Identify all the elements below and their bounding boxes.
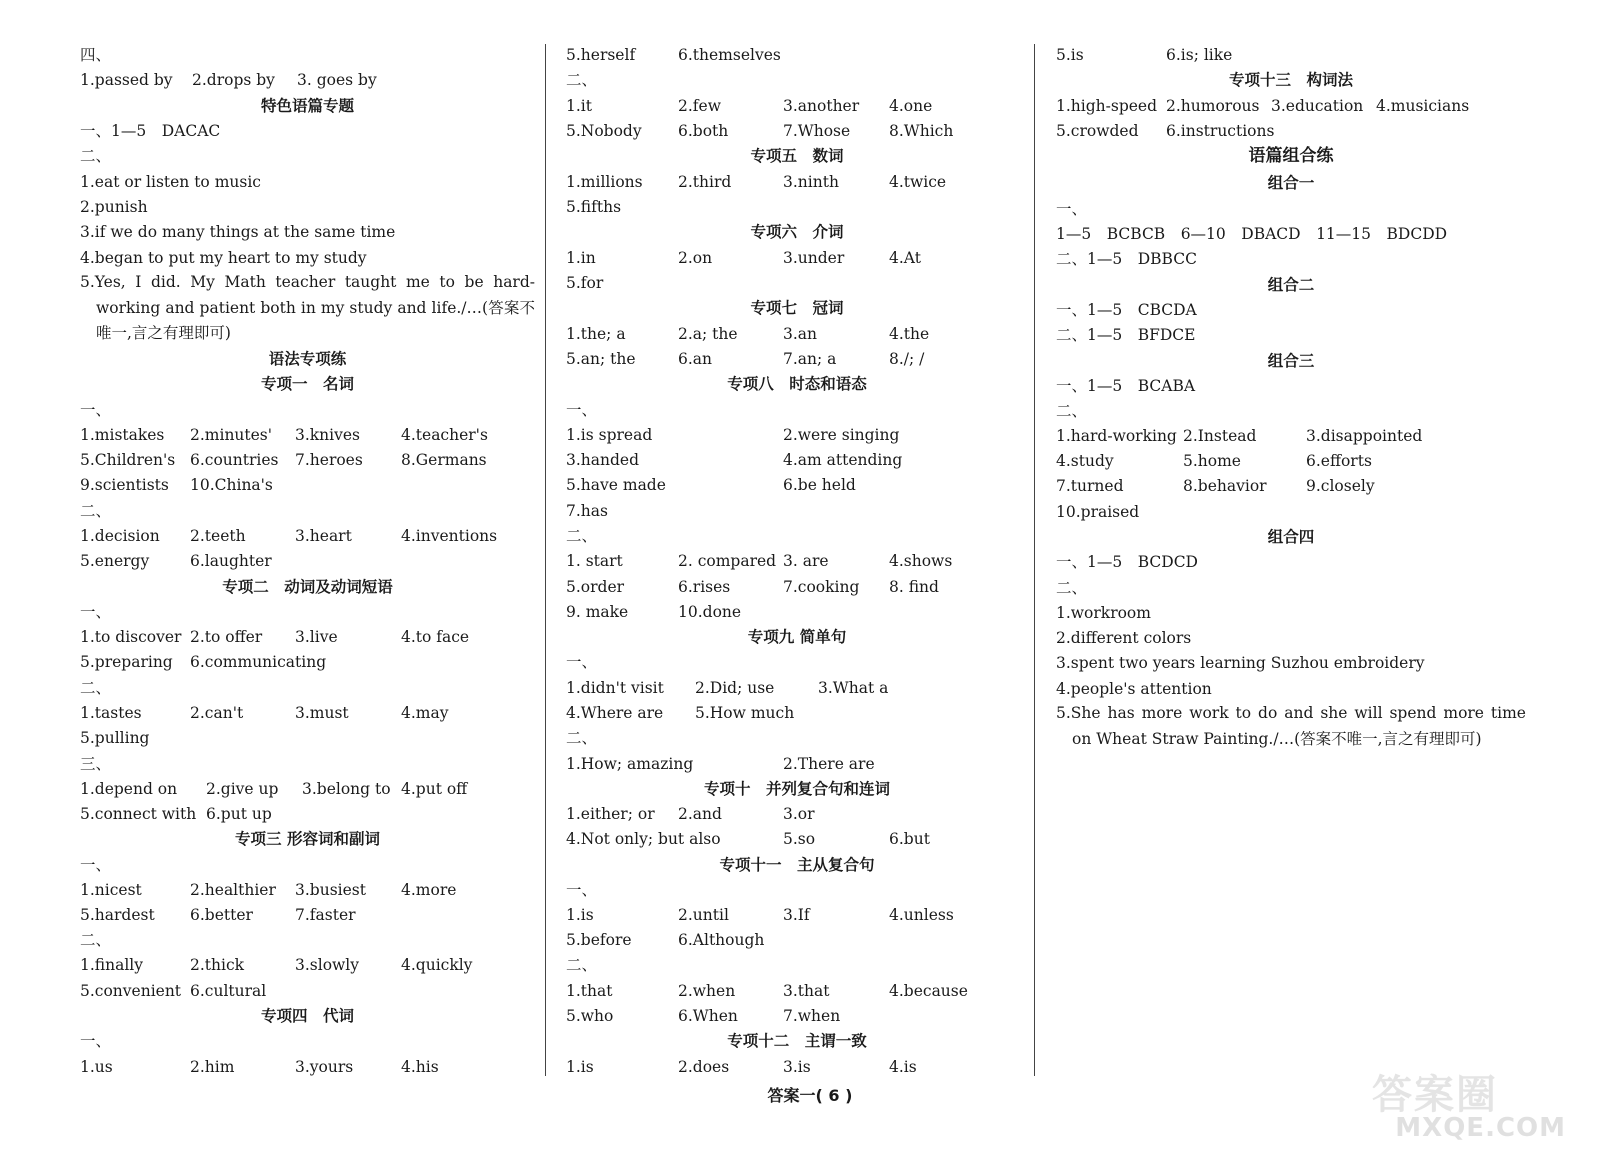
- topic-title: 专项十三 构词法: [1228, 71, 1353, 89]
- topic-title: 专项十一 主从复合句: [719, 856, 875, 874]
- topic-title: 专项二 动词及动词短语: [222, 578, 393, 596]
- answer-row: 1.us 2.him 3.yours 4.his: [80, 1058, 439, 1076]
- section-heading: 一、: [80, 401, 112, 419]
- answer-line: 3.spent two years learning Suzhou embroidery: [1056, 654, 1425, 672]
- answer-row: 1.is 2.does 3.is 4.is: [566, 1058, 917, 1076]
- answer-row: 5.hardest 6.better 7.faster: [80, 906, 356, 924]
- answer-row: 1.it 2.few 3.another 4.one: [566, 97, 933, 115]
- answer-line: 一、1—5 BCDCD: [1056, 553, 1198, 571]
- answer-line: 2.punish: [80, 198, 148, 216]
- answer-row: 5.connect with 6.put up: [80, 805, 272, 823]
- section-heading: 二、: [80, 147, 112, 165]
- page-footer: 答案一( 6 ): [767, 1086, 853, 1105]
- section-heading: 一、: [80, 603, 112, 621]
- answer-row: 1.tastes 2.can't 3.must 4.may: [80, 704, 449, 722]
- section-heading: 一、: [80, 1032, 112, 1050]
- answer-line: 4.people's attention: [1056, 680, 1212, 698]
- column-divider: [1034, 44, 1035, 1076]
- section-heading: 二、: [566, 956, 598, 974]
- section-heading: 四、: [80, 46, 112, 64]
- answer-row: 1.high-speed 2.humorous 3.education 4.musicians: [1056, 97, 1470, 115]
- topic-title: 专项十 并列复合句和连词: [703, 780, 890, 798]
- answer-row: 1.either; or 2.and 3.or: [566, 805, 815, 823]
- section-title: 语篇组合练: [1248, 146, 1334, 166]
- answer-line: 一、1—5 DACAC: [80, 122, 221, 140]
- section-heading: 二、: [80, 931, 112, 949]
- answer-row: 5.order 6.rises 7.cooking 8. find: [566, 578, 939, 596]
- group-title: 组合三: [1267, 352, 1315, 370]
- answer-row: 1.mistakes 2.minutes' 3.knives 4.teacher's: [80, 426, 488, 444]
- answer-row: 5.preparing 6.communicating: [80, 653, 327, 671]
- watermark-logo: 答案圈 MXQE.COM: [1372, 1072, 1566, 1143]
- topic-title: 专项四 代词: [260, 1007, 354, 1025]
- answer-row: 5.have made 6.be held: [566, 476, 856, 494]
- answer-row: 1.the; a 2.a; the 3.an 4.the: [566, 325, 930, 343]
- group-title: 组合四: [1267, 528, 1315, 546]
- section-heading: 一、: [1056, 200, 1088, 218]
- answer-line: 4.began to put my heart to my study: [80, 249, 367, 267]
- answer-row: 4.Where are 5.How much: [566, 704, 795, 722]
- group-title: 组合二: [1267, 276, 1315, 294]
- section-title: 语法专项练: [268, 350, 347, 368]
- column-divider: [545, 44, 546, 1076]
- section-heading: 二、: [566, 71, 598, 89]
- answer-row: 10.praised: [1056, 503, 1140, 521]
- answer-line: 一、1—5 CBCDA: [1056, 301, 1197, 319]
- answer-row: 5.Children's 6.countries 7.heroes 8.Germans: [80, 451, 487, 469]
- section-heading: 二、: [566, 729, 598, 747]
- answer-row: 1.decision 2.teeth 3.heart 4.inventions: [80, 527, 498, 545]
- section-heading: 二、: [566, 527, 598, 545]
- section-heading: 二、: [1056, 402, 1088, 420]
- topic-title: 专项七 冠词: [750, 299, 844, 317]
- answer-row: 5.before 6.Although: [566, 931, 765, 949]
- answer-row: 5.who 6.When 7.when: [566, 1007, 841, 1025]
- topic-title: 专项五 数词: [750, 147, 844, 165]
- answer-row: 1.passed by 2.drops by 3. goes by: [80, 71, 377, 89]
- answer-row: 4.study 5.home 6.efforts: [1056, 452, 1372, 470]
- answer-row: 1.nicest 2.healthier 3.busiest 4.more: [80, 881, 457, 899]
- answer-line: 1.eat or listen to music: [80, 173, 261, 191]
- answer-row: 1.is spread 2.were singing: [566, 426, 900, 444]
- topic-title: 专项一 名词: [260, 375, 354, 393]
- section-heading: 一、: [566, 881, 598, 899]
- section-heading: 二、: [80, 502, 112, 520]
- section-heading: 一、: [80, 856, 112, 874]
- section-heading: 二、: [1056, 579, 1088, 597]
- group-title: 组合一: [1267, 174, 1315, 192]
- answer-paragraph: 5.Yes, I did. My Math teacher taught me to be hard-working and patient both in my study and life./…(答案不唯一,言之有理即可): [80, 273, 535, 342]
- answer-line: 3.if we do many things at the same time: [80, 223, 396, 241]
- answer-row: 5.for: [566, 274, 604, 292]
- section-heading: 一、: [566, 401, 598, 419]
- answer-row: 7.has: [566, 502, 608, 520]
- answer-line: 1—5 BCBCB 6—10 DBACD 11—15 BDCDD: [1056, 225, 1448, 243]
- answer-row: 5.herself 6.themselves: [566, 46, 781, 64]
- answer-row: 5.energy 6.laughter: [80, 552, 272, 570]
- answer-row: 9. make 10.done: [566, 603, 742, 621]
- answer-row: 1.is 2.until 3.If 4.unless: [566, 906, 954, 924]
- topic-title: 专项八 时态和语态: [727, 375, 867, 393]
- answer-row: 4.Not only; but also 5.so 6.but: [566, 830, 930, 848]
- topic-title: 专项九 简单句: [747, 628, 847, 646]
- answer-row: 5.pulling: [80, 729, 150, 747]
- section-heading: 一、: [566, 653, 598, 671]
- answer-row: 5.crowded 6.instructions: [1056, 122, 1275, 140]
- answer-line: 二、1—5 DBBCC: [1056, 250, 1197, 268]
- answer-line: 一、1—5 BCABA: [1056, 377, 1196, 395]
- answer-row: 1. start 2. compared 3. are 4.shows: [566, 552, 953, 570]
- answer-row: 1.to discover 2.to offer 3.live 4.to face: [80, 628, 470, 646]
- answer-row: 7.turned 8.behavior 9.closely: [1056, 477, 1375, 495]
- answer-row: 1.depend on 2.give up 3.belong to 4.put off: [80, 780, 468, 798]
- answer-row: 5.an; the 6.an 7.an; a 8./; /: [566, 350, 925, 368]
- topic-title: 专项十二 主谓一致: [727, 1032, 867, 1050]
- answer-row: 5.fifths: [566, 198, 622, 216]
- section-heading: 二、: [80, 679, 112, 697]
- answer-paragraph: 5.She has more work to do and she will spend more time on Wheat Straw Painting./…(答案不唯一,言之有理即可): [1056, 704, 1526, 748]
- answer-line: 2.different colors: [1056, 629, 1192, 647]
- answer-row: 1.How; amazing 2.There are: [566, 755, 875, 773]
- answer-row: 1.that 2.when 3.that 4.because: [566, 982, 968, 1000]
- answer-line: 1.workroom: [1056, 604, 1151, 622]
- answer-row: 5.convenient 6.cultural: [80, 982, 267, 1000]
- answer-row: 1.millions 2.third 3.ninth 4.twice: [566, 173, 947, 191]
- answer-row: 5.is 6.is; like: [1056, 46, 1233, 64]
- section-heading: 三、: [80, 755, 112, 773]
- topic-title: 专项六 介词: [750, 223, 844, 241]
- answer-row: 5.Nobody 6.both 7.Whose 8.Which: [566, 122, 954, 140]
- answer-line: 二、1—5 BFDCE: [1056, 326, 1196, 344]
- answer-row: 1.hard-working 2.Instead 3.disappointed: [1056, 427, 1423, 445]
- answer-row: 3.handed 4.am attending: [566, 451, 903, 469]
- answer-row: 1.in 2.on 3.under 4.At: [566, 249, 921, 267]
- answer-row: 1.finally 2.thick 3.slowly 4.quickly: [80, 956, 473, 974]
- answer-row: 1.didn't visit 2.Did; use 3.What a: [566, 679, 889, 697]
- answer-row: 9.scientists 10.China's: [80, 476, 273, 494]
- section-title: 特色语篇专题: [260, 97, 354, 115]
- topic-title: 专项三 形容词和副词: [235, 830, 380, 848]
